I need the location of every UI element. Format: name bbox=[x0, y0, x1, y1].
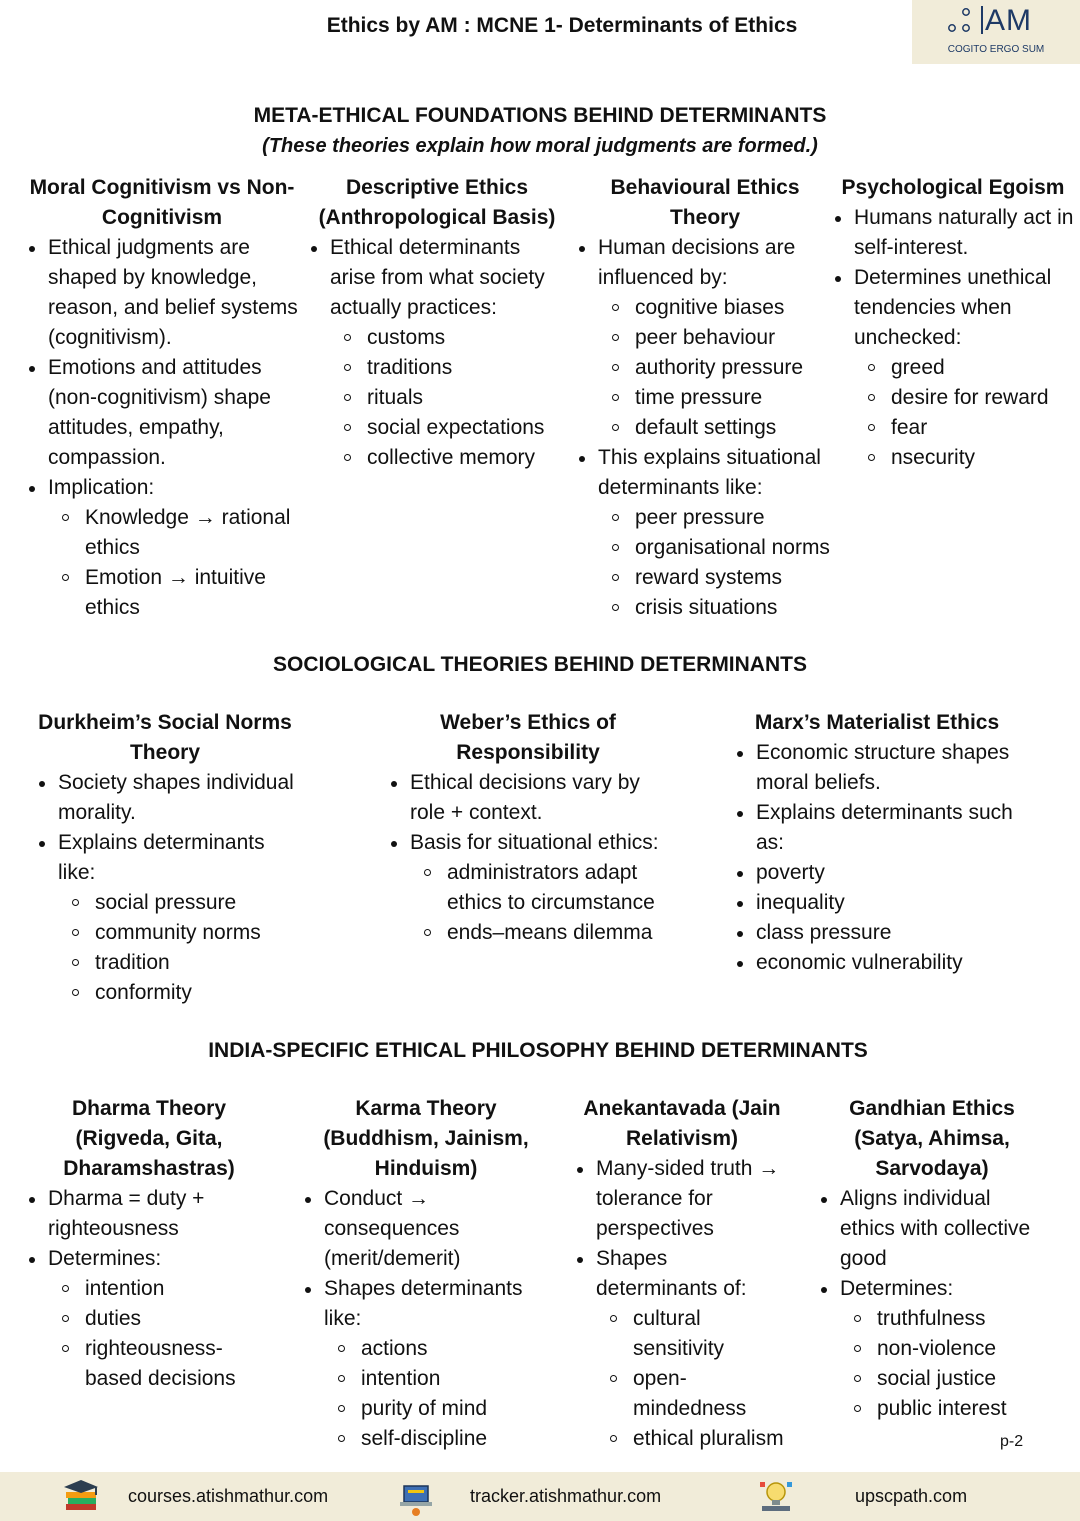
india-column-dharma bbox=[24, 1094, 274, 1394]
list-item-text: Explains determinants like: bbox=[58, 831, 265, 884]
column-title: Behavioural Ethics Theory bbox=[610, 176, 800, 229]
list-item-text: Society shapes individual morality. bbox=[58, 771, 294, 824]
list-item-text: Explains determinants such as: bbox=[756, 801, 1013, 854]
sub-list-item: intention bbox=[60, 1274, 274, 1304]
list-item bbox=[386, 768, 670, 828]
bullet-list bbox=[830, 203, 1076, 473]
list-item-text: poverty bbox=[756, 861, 825, 884]
bullet-list bbox=[574, 233, 836, 623]
sub-list-item: conformity bbox=[70, 978, 296, 1008]
sub-list-item: greed bbox=[866, 353, 1076, 383]
list-item-text: Ethical decisions vary by role + context. bbox=[410, 771, 640, 824]
bullet-list bbox=[386, 768, 670, 948]
sub-list-item: tradition bbox=[70, 948, 296, 978]
column-title: Psychological Egoism bbox=[841, 176, 1065, 199]
bullet-list bbox=[34, 768, 296, 1008]
meta-column-cognitivism bbox=[24, 173, 300, 623]
sub-list bbox=[610, 293, 836, 443]
list-item bbox=[732, 918, 1022, 948]
list-item bbox=[732, 888, 1022, 918]
sub-list-item: authority pressure bbox=[610, 353, 836, 383]
list-item bbox=[816, 1184, 1048, 1274]
meta-column-behavioural bbox=[574, 173, 836, 623]
list-item bbox=[24, 1184, 274, 1244]
sub-list-item: organisational norms bbox=[610, 533, 836, 563]
list-item bbox=[732, 858, 1022, 888]
column-title: Descriptive Ethics (Anthropological Basis) bbox=[318, 176, 556, 229]
india-column-anekantavada bbox=[572, 1094, 792, 1454]
sub-list-item: social expectations bbox=[342, 413, 568, 443]
document-title: Ethics by AM : MCNE 1- Determinants of Ethics bbox=[326, 14, 798, 37]
meta-column-egoism bbox=[830, 173, 1076, 473]
footer-link-upscpath[interactable]: upscpath.com bbox=[855, 1486, 968, 1506]
brand-logo bbox=[912, 0, 1080, 64]
list-item-text: Many-sided truth → tolerance for perspectives bbox=[596, 1157, 780, 1240]
column-title: Dharma Theory (Rigveda, Gita, Dharamshastras) bbox=[63, 1097, 235, 1180]
bullet-list bbox=[24, 1184, 274, 1394]
list-item-text: Basis for situational ethics: bbox=[410, 831, 659, 854]
logo-divider bbox=[981, 6, 983, 34]
sub-list-item: Knowledge → rational ethics bbox=[60, 503, 300, 563]
list-item-text: Ethical determinants arise from what society actually practices: bbox=[330, 236, 545, 319]
section-heading-meta: META-ETHICAL FOUNDATIONS BEHIND DETERMINANTS bbox=[253, 104, 827, 127]
list-item bbox=[24, 473, 300, 623]
column-title: Moral Cognitivism vs Non-Cognitivism bbox=[29, 176, 295, 229]
list-item bbox=[24, 233, 300, 353]
sub-list-item: rituals bbox=[342, 383, 568, 413]
sub-list-item: public interest bbox=[852, 1394, 1048, 1424]
list-item bbox=[34, 828, 296, 1008]
bullet-list bbox=[816, 1184, 1048, 1424]
sub-list-item: customs bbox=[342, 323, 568, 353]
sub-list-item: desire for reward bbox=[866, 383, 1076, 413]
sub-list-item: social justice bbox=[852, 1364, 1048, 1394]
list-item bbox=[306, 233, 568, 473]
list-item bbox=[300, 1274, 552, 1454]
socio-column-durkheim bbox=[34, 708, 296, 1008]
logo-text: AM bbox=[985, 4, 1032, 37]
sub-list-item: peer behaviour bbox=[610, 323, 836, 353]
section-heading-socio: SOCIOLOGICAL THEORIES BEHIND DETERMINANTS bbox=[273, 653, 807, 676]
sub-list bbox=[608, 1304, 792, 1454]
list-item-text: Ethical judgments are shaped by knowledge, reason, and belief systems (cognitivism). bbox=[48, 236, 298, 349]
list-item-text: Emotions and attitudes (non-cognitivism) shape attitudes, empathy, compassion. bbox=[48, 356, 271, 469]
books-icon bbox=[62, 1478, 102, 1518]
sub-list bbox=[342, 323, 568, 473]
meta-column-descriptive bbox=[306, 173, 568, 473]
list-item-text: Implication: bbox=[48, 476, 155, 499]
sub-list bbox=[70, 888, 296, 1008]
sub-list-item: open-mindedness bbox=[608, 1364, 792, 1424]
sub-list-item: ethical pluralism bbox=[608, 1424, 792, 1454]
sub-list-item: cultural sensitivity bbox=[608, 1304, 792, 1364]
sub-list-item: crisis situations bbox=[610, 593, 836, 623]
list-item-text: Human decisions are influenced by: bbox=[598, 236, 796, 289]
bullet-list bbox=[24, 233, 300, 623]
list-item bbox=[300, 1184, 552, 1274]
india-column-gandhian bbox=[816, 1094, 1048, 1424]
sub-list-item: cognitive biases bbox=[610, 293, 836, 323]
sub-list-item: duties bbox=[60, 1304, 274, 1334]
bullet-list bbox=[572, 1154, 792, 1454]
sub-list-item: non-violence bbox=[852, 1334, 1048, 1364]
list-item-text: Shapes determinants like: bbox=[324, 1277, 523, 1330]
sub-list-item: purity of mind bbox=[336, 1394, 552, 1424]
list-item bbox=[732, 948, 1022, 978]
sub-list-item: default settings bbox=[610, 413, 836, 443]
list-item bbox=[830, 203, 1076, 263]
column-title: Anekantavada (Jain Relativism) bbox=[583, 1097, 781, 1150]
sub-list-item: community norms bbox=[70, 918, 296, 948]
list-item-text: Conduct → consequences (merit/demerit) bbox=[324, 1187, 461, 1270]
logo-dots-icon bbox=[942, 6, 982, 36]
column-title: Karma Theory (Buddhism, Jainism, Hinduism) bbox=[323, 1097, 529, 1180]
sub-list bbox=[852, 1304, 1048, 1424]
sub-list-item: righteousness-based decisions bbox=[60, 1334, 274, 1394]
list-item-text: Aligns individual ethics with collective good bbox=[840, 1187, 1031, 1270]
list-item bbox=[830, 263, 1076, 473]
column-title: Weber’s Ethics of Responsibility bbox=[440, 711, 616, 764]
list-item-text: Determines: bbox=[48, 1247, 162, 1270]
sub-list bbox=[60, 503, 300, 623]
sub-list-item: Emotion → intuitive ethics bbox=[60, 563, 300, 623]
list-item-text: Economic structure shapes moral beliefs. bbox=[756, 741, 1010, 794]
sub-list-item: ends–means dilemma bbox=[422, 918, 670, 948]
section-subheading-meta: (These theories explain how moral judgments are formed.) bbox=[262, 135, 818, 157]
sub-list bbox=[422, 858, 670, 948]
list-item-text: inequality bbox=[756, 891, 845, 914]
sub-list-item: social pressure bbox=[70, 888, 296, 918]
footer-link-courses[interactable]: courses.atishmathur.com bbox=[128, 1486, 329, 1506]
list-item-text: class pressure bbox=[756, 921, 892, 944]
bullet-list bbox=[732, 738, 1022, 978]
tracker-laptop-icon bbox=[396, 1478, 436, 1518]
sub-list-item: nsecurity bbox=[866, 443, 1076, 473]
list-item bbox=[386, 828, 670, 948]
sub-list-item: administrators adapt ethics to circumstance bbox=[422, 858, 670, 918]
column-title: Durkheim’s Social Norms Theory bbox=[38, 711, 292, 764]
path-bulb-icon bbox=[756, 1478, 796, 1518]
list-item bbox=[574, 233, 836, 443]
list-item bbox=[24, 353, 300, 473]
bullet-list bbox=[306, 233, 568, 473]
list-item bbox=[572, 1244, 792, 1454]
column-title: Gandhian Ethics (Satya, Ahimsa, Sarvodaya) bbox=[849, 1097, 1015, 1180]
sub-list bbox=[866, 353, 1076, 473]
sub-list-item: actions bbox=[336, 1334, 552, 1364]
socio-column-marx bbox=[732, 708, 1022, 978]
socio-column-weber bbox=[386, 708, 670, 948]
sub-list-item: fear bbox=[866, 413, 1076, 443]
list-item bbox=[732, 798, 1022, 858]
list-item-text: This explains situational determinants like: bbox=[598, 446, 821, 499]
india-column-karma bbox=[300, 1094, 552, 1454]
sub-list bbox=[336, 1334, 552, 1454]
list-item bbox=[732, 738, 1022, 798]
page-number: p-2 bbox=[1000, 1433, 1024, 1450]
sub-list-item: collective memory bbox=[342, 443, 568, 473]
list-item bbox=[572, 1154, 792, 1244]
footer-bar bbox=[0, 1472, 1080, 1521]
sub-list-item: peer pressure bbox=[610, 503, 836, 533]
list-item bbox=[574, 443, 836, 623]
sub-list bbox=[60, 1274, 274, 1394]
list-item-text: Determines: bbox=[840, 1277, 954, 1300]
sub-list-item: truthfulness bbox=[852, 1304, 1048, 1334]
section-heading-india: INDIA-SPECIFIC ETHICAL PHILOSOPHY BEHIND DETERMINANTS bbox=[208, 1039, 868, 1062]
sub-list bbox=[610, 503, 836, 623]
list-item-text: economic vulnerability bbox=[756, 951, 963, 974]
list-item-text: Shapes determinants of: bbox=[596, 1247, 747, 1300]
sub-list-item: time pressure bbox=[610, 383, 836, 413]
list-item bbox=[24, 1244, 274, 1394]
list-item bbox=[816, 1274, 1048, 1424]
list-item bbox=[34, 768, 296, 828]
list-item-text: Humans naturally act in self-interest. bbox=[854, 206, 1074, 259]
footer-link-tracker[interactable]: tracker.atishmathur.com bbox=[470, 1486, 662, 1506]
sub-list-item: reward systems bbox=[610, 563, 836, 593]
logo-motto: COGITO ERGO SUM bbox=[947, 44, 1045, 55]
sub-list-item: traditions bbox=[342, 353, 568, 383]
sub-list-item: self-discipline bbox=[336, 1424, 552, 1454]
sub-list-item: intention bbox=[336, 1364, 552, 1394]
list-item-text: Dharma = duty + righteousness bbox=[48, 1187, 205, 1240]
list-item-text: Determines unethical tendencies when unchecked: bbox=[854, 266, 1052, 349]
column-title: Marx’s Materialist Ethics bbox=[754, 711, 1000, 734]
bullet-list bbox=[300, 1184, 552, 1454]
